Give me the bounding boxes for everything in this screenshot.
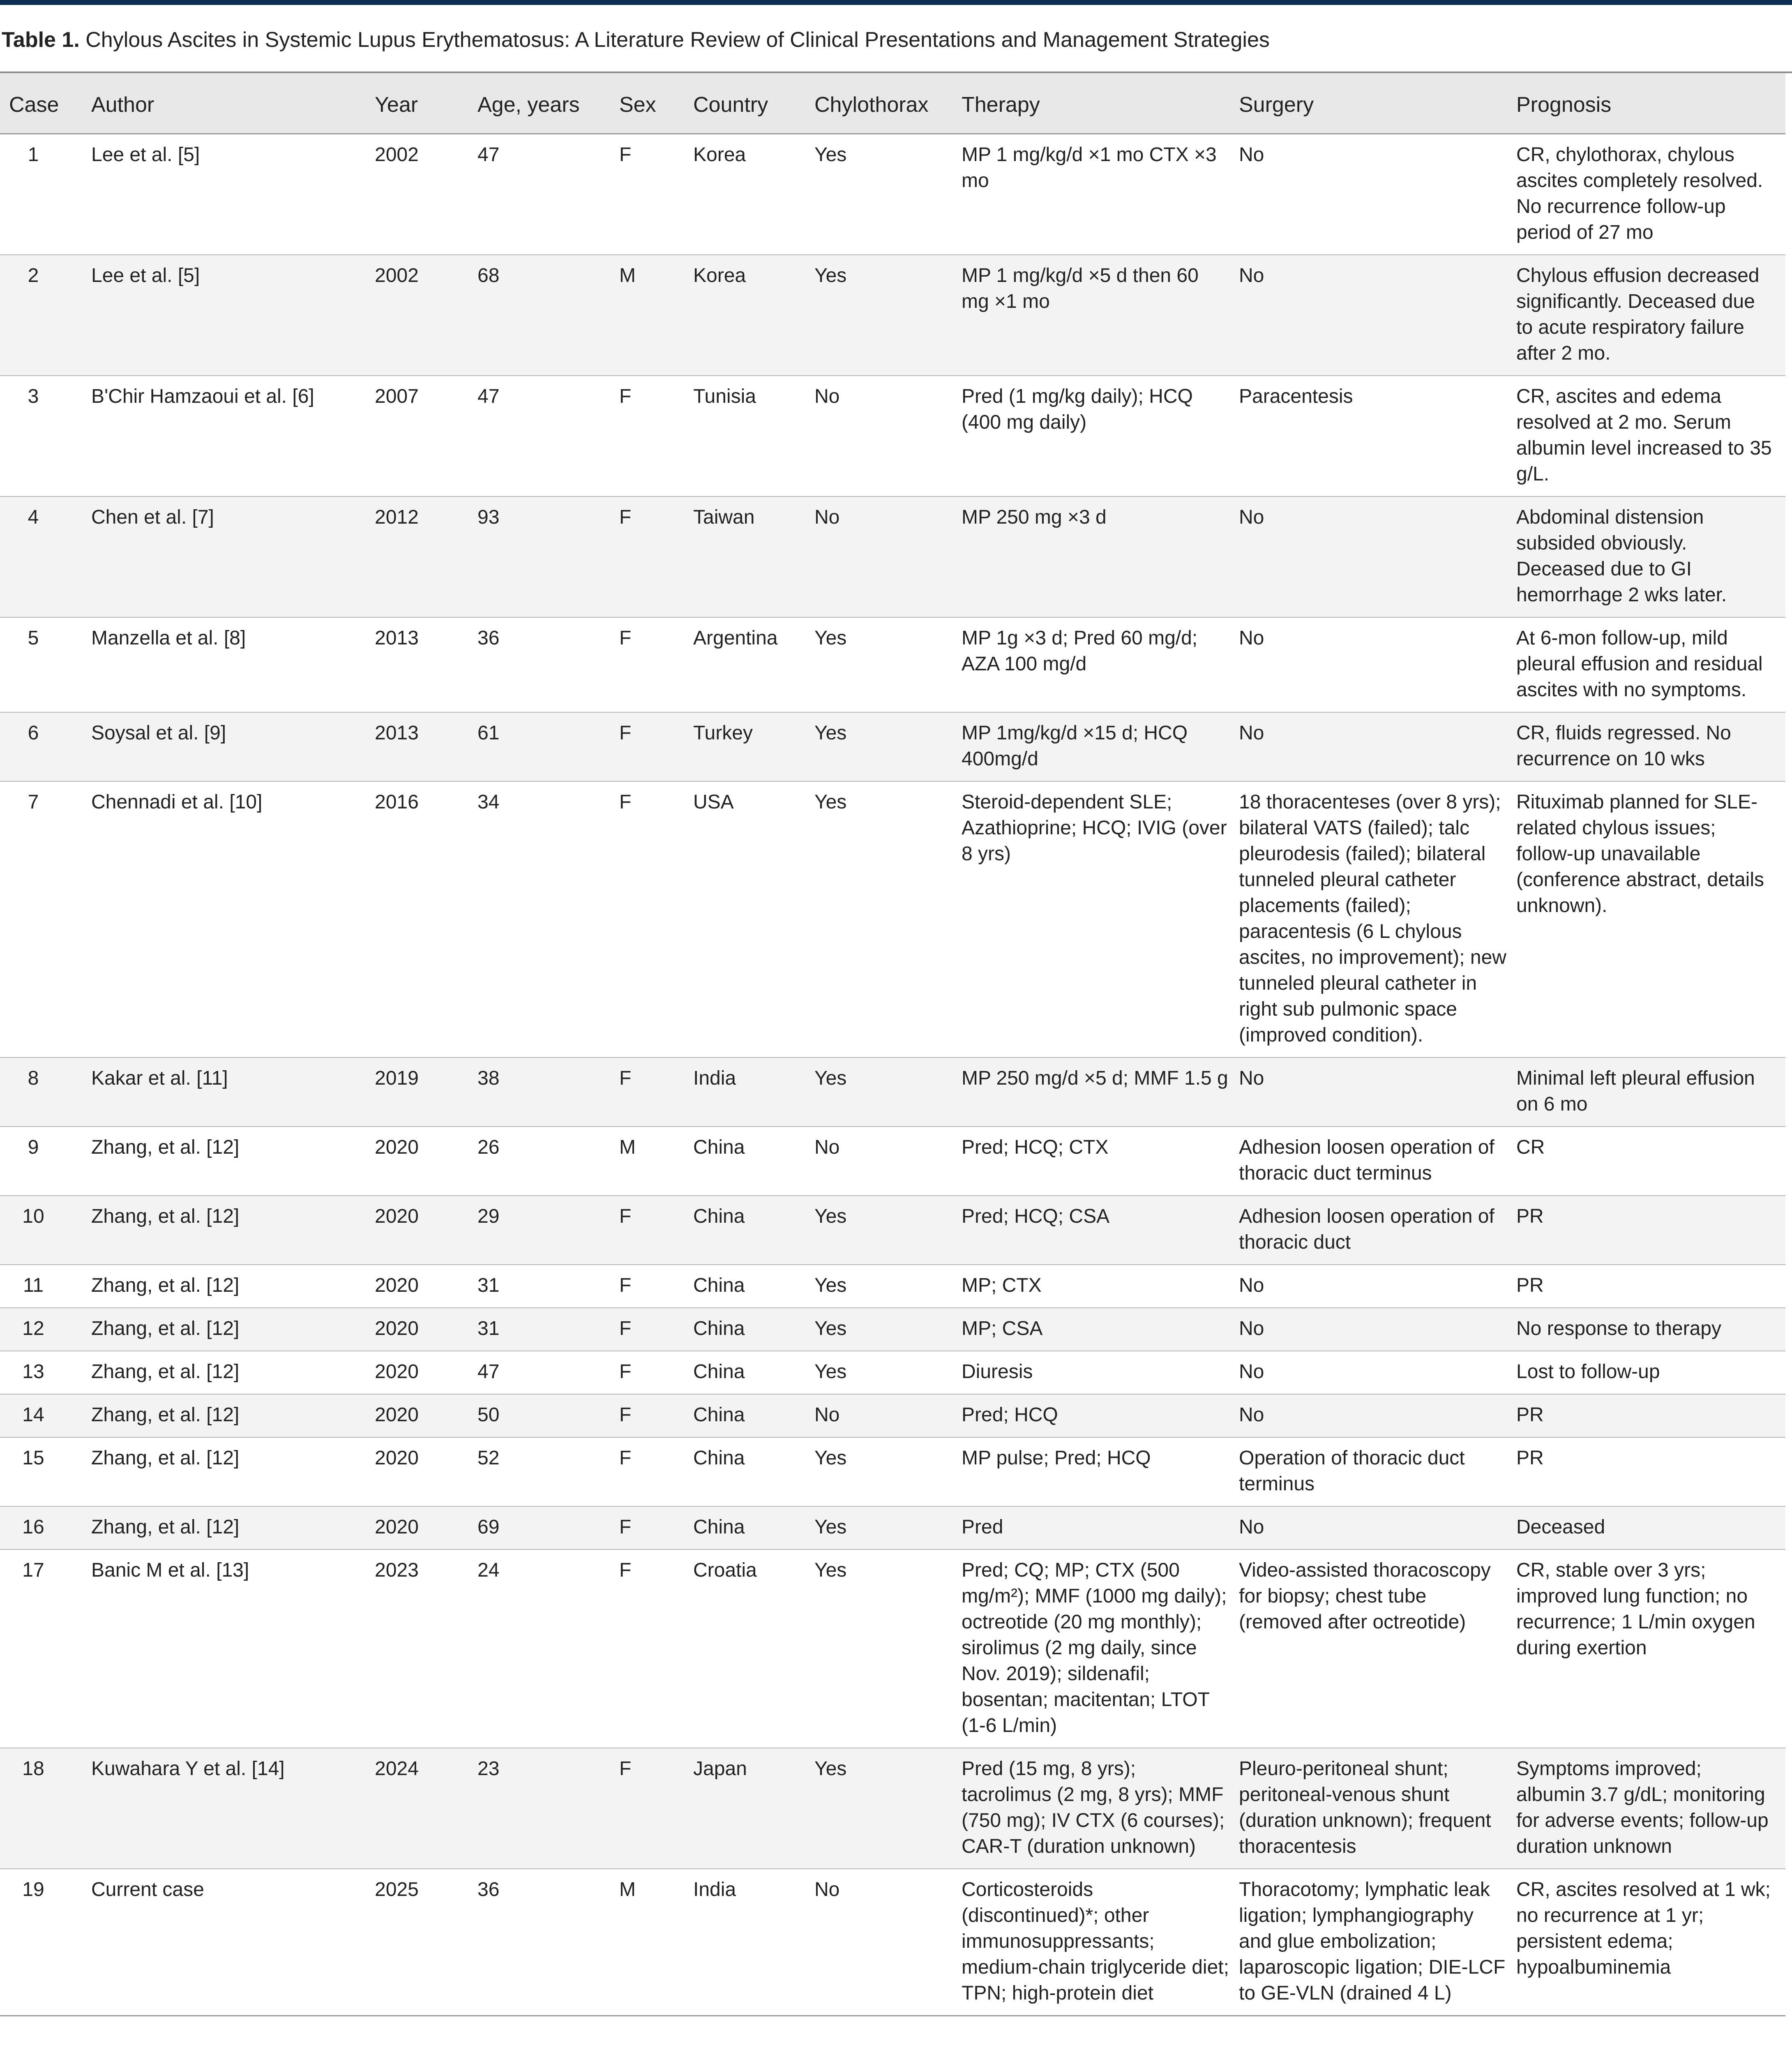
- cell-chylothorax: Yes: [814, 1196, 962, 1265]
- cell-prognosis: Rituximab planned for SLE-related chylous issues; follow-up unavailable (conference abstract, details unknown).: [1516, 781, 1785, 1058]
- cell-author: Zhang, et al. [12]: [91, 1127, 375, 1196]
- cell-prognosis: PR: [1516, 1196, 1785, 1265]
- cell-chylothorax: Yes: [814, 1549, 962, 1748]
- cell-author: Soysal et al. [9]: [91, 712, 375, 781]
- table-row: [0, 1506, 1785, 1549]
- table-row: [0, 1394, 1785, 1437]
- cell-case: 10: [0, 1196, 91, 1265]
- cell-therapy: Pred (1 mg/kg daily); HCQ (400 mg daily): [962, 376, 1239, 496]
- cell-sex: F: [619, 1437, 693, 1506]
- cell-case: 19: [0, 1869, 91, 2016]
- top-rule: [0, 0, 1792, 5]
- cell-author: Kuwahara Y et al. [14]: [91, 1748, 375, 1869]
- cell-prognosis: No response to therapy: [1516, 1308, 1785, 1351]
- cell-year: 2024: [375, 1748, 477, 1869]
- cell-author: Lee et al. [5]: [91, 134, 375, 255]
- cell-chylothorax: No: [814, 376, 962, 496]
- cell-country: China: [693, 1437, 814, 1506]
- table-label: Table 1.: [2, 28, 80, 52]
- cell-age: 26: [477, 1127, 619, 1196]
- cell-therapy: MP; CSA: [962, 1308, 1239, 1351]
- literature-review-table: [0, 73, 1785, 2016]
- cell-therapy: Pred; HCQ: [962, 1394, 1239, 1437]
- cell-country: China: [693, 1506, 814, 1549]
- cell-age: 69: [477, 1506, 619, 1549]
- header-therapy: Therapy: [962, 73, 1239, 134]
- cell-surgery: No: [1239, 496, 1516, 617]
- cell-prognosis: Symptoms improved; albumin 3.7 g/dL; monitoring for adverse events; follow-up duration unknown: [1516, 1748, 1785, 1869]
- cell-therapy: Pred: [962, 1506, 1239, 1549]
- cell-prognosis: Deceased: [1516, 1506, 1785, 1549]
- cell-year: 2020: [375, 1351, 477, 1394]
- table-row: [0, 1549, 1785, 1748]
- cell-surgery: Paracentesis: [1239, 376, 1516, 496]
- cell-case: 17: [0, 1549, 91, 1748]
- cell-year: 2012: [375, 496, 477, 617]
- cell-age: 36: [477, 1869, 619, 2016]
- cell-year: 2016: [375, 781, 477, 1058]
- cell-country: China: [693, 1394, 814, 1437]
- table-body: [0, 134, 1785, 2016]
- cell-age: 68: [477, 255, 619, 376]
- header-author: Author: [91, 73, 375, 134]
- cell-author: Manzella et al. [8]: [91, 617, 375, 712]
- cell-case: 16: [0, 1506, 91, 1549]
- cell-chylothorax: No: [814, 1394, 962, 1437]
- cell-surgery: No: [1239, 1058, 1516, 1127]
- header-year: Year: [375, 73, 477, 134]
- table-row: [0, 1127, 1785, 1196]
- cell-year: 2023: [375, 1549, 477, 1748]
- cell-year: 2013: [375, 617, 477, 712]
- cell-prognosis: CR, fluids regressed. No recurrence on 10 wks: [1516, 712, 1785, 781]
- cell-age: 31: [477, 1265, 619, 1308]
- cell-prognosis: CR, ascites and edema resolved at 2 mo. Serum albumin level increased to 35 g/L.: [1516, 376, 1785, 496]
- table-row: [0, 712, 1785, 781]
- cell-surgery: No: [1239, 1265, 1516, 1308]
- table-row: [0, 1196, 1785, 1265]
- cell-sex: M: [619, 1869, 693, 2016]
- table-row: [0, 1748, 1785, 1869]
- cell-author: Banic M et al. [13]: [91, 1549, 375, 1748]
- cell-sex: F: [619, 712, 693, 781]
- cell-sex: M: [619, 1127, 693, 1196]
- cell-chylothorax: Yes: [814, 1058, 962, 1127]
- table-row: [0, 496, 1785, 617]
- cell-surgery: Adhesion loosen operation of thoracic duct terminus: [1239, 1127, 1516, 1196]
- cell-prognosis: CR: [1516, 1127, 1785, 1196]
- cell-year: 2020: [375, 1196, 477, 1265]
- cell-therapy: Corticosteroids (discontinued)*; other immunosuppressants; medium-chain triglyceride diet; TPN; high-protein diet: [962, 1869, 1239, 2016]
- cell-author: Lee et al. [5]: [91, 255, 375, 376]
- cell-country: China: [693, 1127, 814, 1196]
- cell-author: Zhang, et al. [12]: [91, 1394, 375, 1437]
- cell-surgery: No: [1239, 712, 1516, 781]
- cell-age: 47: [477, 1351, 619, 1394]
- cell-country: Japan: [693, 1748, 814, 1869]
- cell-case: 15: [0, 1437, 91, 1506]
- cell-therapy: MP 1g ×3 d; Pred 60 mg/d; AZA 100 mg/d: [962, 617, 1239, 712]
- table-title: Chylous Ascites in Systemic Lupus Erythematosus: A Literature Review of Clinical Presentations and Management Strategies: [85, 28, 1270, 52]
- cell-surgery: Video-assisted thoracoscopy for biopsy; chest tube (removed after octreotide): [1239, 1549, 1516, 1748]
- cell-surgery: Adhesion loosen operation of thoracic duct: [1239, 1196, 1516, 1265]
- cell-therapy: MP 250 mg/d ×5 d; MMF 1.5 g: [962, 1058, 1239, 1127]
- cell-sex: F: [619, 1748, 693, 1869]
- cell-sex: F: [619, 1351, 693, 1394]
- table-row: [0, 1308, 1785, 1351]
- cell-therapy: MP 250 mg ×3 d: [962, 496, 1239, 617]
- cell-author: Zhang, et al. [12]: [91, 1351, 375, 1394]
- header-prognosis: Prognosis: [1516, 73, 1785, 134]
- cell-country: China: [693, 1308, 814, 1351]
- cell-chylothorax: No: [814, 1869, 962, 2016]
- cell-sex: F: [619, 781, 693, 1058]
- cell-chylothorax: Yes: [814, 1506, 962, 1549]
- cell-year: 2020: [375, 1437, 477, 1506]
- cell-surgery: No: [1239, 255, 1516, 376]
- cell-chylothorax: Yes: [814, 1351, 962, 1394]
- cell-year: 2007: [375, 376, 477, 496]
- cell-surgery: No: [1239, 617, 1516, 712]
- cell-age: 47: [477, 134, 619, 255]
- cell-prognosis: CR, stable over 3 yrs; improved lung function; no recurrence; 1 L/min oxygen during exertion: [1516, 1549, 1785, 1748]
- cell-author: Zhang, et al. [12]: [91, 1437, 375, 1506]
- cell-prognosis: Chylous effusion decreased significantly. Deceased due to acute respiratory failure after 2 mo.: [1516, 255, 1785, 376]
- cell-sex: F: [619, 1394, 693, 1437]
- cell-year: 2020: [375, 1308, 477, 1351]
- cell-country: Croatia: [693, 1549, 814, 1748]
- cell-country: Korea: [693, 134, 814, 255]
- header-chylothorax: Chylothorax: [814, 73, 962, 134]
- cell-sex: F: [619, 1549, 693, 1748]
- table-caption: [2, 25, 1785, 54]
- cell-year: 2020: [375, 1506, 477, 1549]
- cell-author: Zhang, et al. [12]: [91, 1308, 375, 1351]
- cell-chylothorax: Yes: [814, 255, 962, 376]
- cell-year: 2020: [375, 1394, 477, 1437]
- cell-country: Korea: [693, 255, 814, 376]
- cell-author: Zhang, et al. [12]: [91, 1196, 375, 1265]
- cell-surgery: No: [1239, 1394, 1516, 1437]
- cell-case: 1: [0, 134, 91, 255]
- cell-chylothorax: Yes: [814, 1308, 962, 1351]
- header-row: [0, 73, 1785, 134]
- cell-author: Zhang, et al. [12]: [91, 1506, 375, 1549]
- header-surgery: Surgery: [1239, 73, 1516, 134]
- cell-country: Turkey: [693, 712, 814, 781]
- cell-case: 14: [0, 1394, 91, 1437]
- table-row: [0, 255, 1785, 376]
- cell-chylothorax: No: [814, 496, 962, 617]
- cell-chylothorax: Yes: [814, 134, 962, 255]
- table-row: [0, 1437, 1785, 1506]
- cell-age: 23: [477, 1748, 619, 1869]
- cell-sex: F: [619, 1196, 693, 1265]
- cell-age: 52: [477, 1437, 619, 1506]
- cell-case: 3: [0, 376, 91, 496]
- cell-therapy: Steroid-dependent SLE; Azathioprine; HCQ; IVIG (over 8 yrs): [962, 781, 1239, 1058]
- cell-country: India: [693, 1869, 814, 2016]
- cell-author: Chen et al. [7]: [91, 496, 375, 617]
- cell-sex: M: [619, 255, 693, 376]
- cell-sex: F: [619, 1506, 693, 1549]
- header-sex: Sex: [619, 73, 693, 134]
- cell-age: 24: [477, 1549, 619, 1748]
- cell-age: 31: [477, 1308, 619, 1351]
- table-row: [0, 1351, 1785, 1394]
- cell-prognosis: CR, ascites resolved at 1 wk; no recurrence at 1 yr; persistent edema; hypoalbuminemia: [1516, 1869, 1785, 2016]
- cell-country: Tunisia: [693, 376, 814, 496]
- cell-therapy: MP; CTX: [962, 1265, 1239, 1308]
- cell-prognosis: PR: [1516, 1437, 1785, 1506]
- cell-chylothorax: Yes: [814, 1437, 962, 1506]
- cell-case: 9: [0, 1127, 91, 1196]
- cell-therapy: MP 1 mg/kg/d ×5 d then 60 mg ×1 mo: [962, 255, 1239, 376]
- cell-country: China: [693, 1196, 814, 1265]
- cell-sex: F: [619, 376, 693, 496]
- cell-surgery: 18 thoracenteses (over 8 yrs); bilateral VATS (failed); talc pleurodesis (failed); bilateral tunneled pleural catheter placements (failed); paracentesis (6 L chylous ascites, no improvement); new tunneled pleural catheter in right sub pulmonic space (improved condition).: [1239, 781, 1516, 1058]
- cell-prognosis: PR: [1516, 1265, 1785, 1308]
- cell-sex: F: [619, 1308, 693, 1351]
- cell-surgery: No: [1239, 1506, 1516, 1549]
- cell-surgery: No: [1239, 1308, 1516, 1351]
- cell-year: 2002: [375, 255, 477, 376]
- cell-surgery: Thoracotomy; lymphatic leak ligation; lymphangiography and glue embolization; laparoscopic ligation; DIE-LCF to GE-VLN (drained 4 L): [1239, 1869, 1516, 2016]
- cell-case: 18: [0, 1748, 91, 1869]
- cell-case: 5: [0, 617, 91, 712]
- cell-case: 8: [0, 1058, 91, 1127]
- cell-age: 47: [477, 376, 619, 496]
- cell-sex: F: [619, 1058, 693, 1127]
- cell-age: 36: [477, 617, 619, 712]
- cell-surgery: Pleuro-peritoneal shunt; peritoneal-venous shunt (duration unknown); frequent thoracentesis: [1239, 1748, 1516, 1869]
- cell-country: Argentina: [693, 617, 814, 712]
- cell-chylothorax: No: [814, 1127, 962, 1196]
- table-row: [0, 1869, 1785, 2016]
- header-country: Country: [693, 73, 814, 134]
- cell-country: USA: [693, 781, 814, 1058]
- cell-case: 2: [0, 255, 91, 376]
- cell-therapy: Pred (15 mg, 8 yrs); tacrolimus (2 mg, 8 yrs); MMF (750 mg); IV CTX (6 courses); CAR-T (duration unknown): [962, 1748, 1239, 1869]
- table-row: [0, 1058, 1785, 1127]
- cell-year: 2019: [375, 1058, 477, 1127]
- cell-age: 38: [477, 1058, 619, 1127]
- cell-year: 2025: [375, 1869, 477, 2016]
- table-row: [0, 781, 1785, 1058]
- cell-therapy: Pred; HCQ; CTX: [962, 1127, 1239, 1196]
- cell-year: 2020: [375, 1265, 477, 1308]
- cell-age: 29: [477, 1196, 619, 1265]
- cell-chylothorax: Yes: [814, 712, 962, 781]
- cell-sex: F: [619, 134, 693, 255]
- header-age: Age, years: [477, 73, 619, 134]
- cell-case: 13: [0, 1351, 91, 1394]
- cell-surgery: Operation of thoracic duct terminus: [1239, 1437, 1516, 1506]
- cell-therapy: MP 1 mg/kg/d ×1 mo CTX ×3 mo: [962, 134, 1239, 255]
- table-header: [0, 73, 1785, 134]
- table-row: [0, 134, 1785, 255]
- cell-case: 6: [0, 712, 91, 781]
- cell-age: 50: [477, 1394, 619, 1437]
- cell-therapy: Pred; CQ; MP; CTX (500 mg/m²); MMF (1000 mg daily); octreotide (20 mg monthly); sirolimus (2 mg daily, since Nov. 2019); sildenafil; bosentan; macitentan; LTOT (1-6 L/min): [962, 1549, 1239, 1748]
- cell-sex: F: [619, 617, 693, 712]
- cell-prognosis: At 6-mon follow-up, mild pleural effusion and residual ascites with no symptoms.: [1516, 617, 1785, 712]
- cell-case: 4: [0, 496, 91, 617]
- cell-chylothorax: Yes: [814, 1265, 962, 1308]
- cell-case: 7: [0, 781, 91, 1058]
- header-case: Case: [0, 73, 91, 134]
- cell-country: China: [693, 1351, 814, 1394]
- cell-age: 61: [477, 712, 619, 781]
- cell-country: India: [693, 1058, 814, 1127]
- cell-prognosis: Abdominal distension subsided obviously. Deceased due to GI hemorrhage 2 wks later.: [1516, 496, 1785, 617]
- cell-author: Chennadi et al. [10]: [91, 781, 375, 1058]
- cell-sex: F: [619, 496, 693, 617]
- cell-year: 2013: [375, 712, 477, 781]
- cell-country: China: [693, 1265, 814, 1308]
- table-row: [0, 617, 1785, 712]
- cell-chylothorax: Yes: [814, 1748, 962, 1869]
- cell-prognosis: CR, chylothorax, chylous ascites completely resolved. No recurrence follow-up period of 27 mo: [1516, 134, 1785, 255]
- cell-therapy: MP pulse; Pred; HCQ: [962, 1437, 1239, 1506]
- table-row: [0, 376, 1785, 496]
- cell-therapy: Pred; HCQ; CSA: [962, 1196, 1239, 1265]
- cell-case: 12: [0, 1308, 91, 1351]
- cell-sex: F: [619, 1265, 693, 1308]
- cell-prognosis: Lost to follow-up: [1516, 1351, 1785, 1394]
- cell-author: Current case: [91, 1869, 375, 2016]
- table-row: [0, 1265, 1785, 1308]
- cell-prognosis: PR: [1516, 1394, 1785, 1437]
- cell-author: Kakar et al. [11]: [91, 1058, 375, 1127]
- cell-chylothorax: Yes: [814, 781, 962, 1058]
- cell-prognosis: Minimal left pleural effusion on 6 mo: [1516, 1058, 1785, 1127]
- cell-age: 93: [477, 496, 619, 617]
- cell-surgery: No: [1239, 1351, 1516, 1394]
- cell-year: 2002: [375, 134, 477, 255]
- cell-author: Zhang, et al. [12]: [91, 1265, 375, 1308]
- cell-age: 34: [477, 781, 619, 1058]
- cell-therapy: MP 1mg/kg/d ×15 d; HCQ 400mg/d: [962, 712, 1239, 781]
- cell-country: Taiwan: [693, 496, 814, 617]
- cell-year: 2020: [375, 1127, 477, 1196]
- cell-therapy: Diuresis: [962, 1351, 1239, 1394]
- cell-chylothorax: Yes: [814, 617, 962, 712]
- cell-author: B'Chir Hamzaoui et al. [6]: [91, 376, 375, 496]
- cell-case: 11: [0, 1265, 91, 1308]
- cell-surgery: No: [1239, 134, 1516, 255]
